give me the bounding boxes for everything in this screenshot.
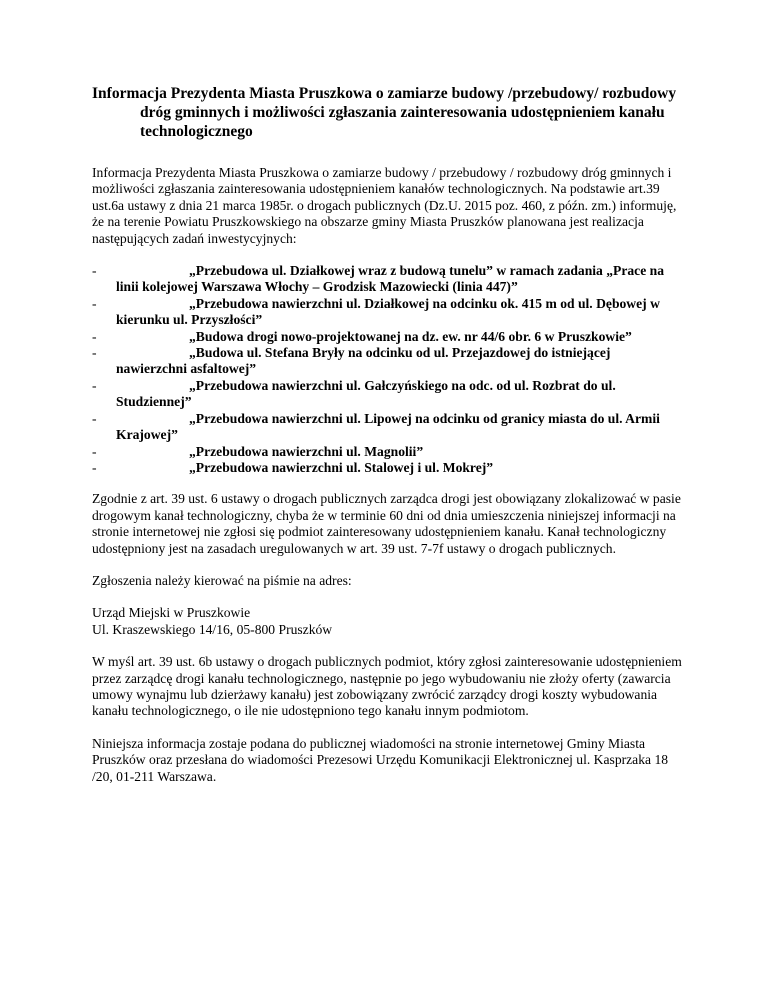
list-item-text: „Przebudowa nawierzchni ul. Lipowej na odcinku od granicy miasta do ul. Armii Krajowej” xyxy=(116,410,660,443)
list-item-text: „Przebudowa nawierzchni ul. Działkowej na odcinku ok. 415 m od ul. Dębowej w kierunku ul. Przyszłości” xyxy=(116,295,660,328)
list-dash: - xyxy=(92,459,97,475)
list-item xyxy=(92,263,682,296)
list-item xyxy=(92,296,682,329)
list-dash: - xyxy=(92,328,97,344)
list-item-text: „Budowa ul. Stefana Bryły na odcinku od ul. Przejazdowej do istniejącej nawierzchni asfaltowej” xyxy=(116,345,611,377)
list-dash: - xyxy=(92,410,97,426)
list-item-text: „Przebudowa nawierzchni ul. Gałczyńskiego na odc. od ul. Rozbrat do ul. Studziennej” xyxy=(116,377,616,410)
list-item xyxy=(92,378,682,411)
publication-paragraph: Niniejsza informacja zostaje podana do publicznej wiadomości na stronie internetowej Gminy Miasta Pruszków oraz przesłana do wiadomości Prezesowi Urzędu Komunikacji Elektronicznej ul. Kasprzaka 18 /20, 01-211 Warszawa. xyxy=(92,735,669,784)
list-item-text: „Przebudowa nawierzchni ul. Stalowej i ul. Mokrej” xyxy=(189,459,494,475)
list-item-text: „Budowa drogi nowo-projektowanej na dz. ew. nr 44/6 obr. 6 w Pruszkowie” xyxy=(189,328,632,344)
list-item xyxy=(92,411,682,444)
submissions-paragraph: Zgłoszenia należy kierować na piśmie na adres: xyxy=(92,572,352,588)
list-item xyxy=(92,345,682,378)
list-dash: - xyxy=(92,345,97,361)
list-item-text: „Przebudowa nawierzchni ul. Magnolii” xyxy=(189,443,424,459)
obligation-paragraph: Zgodnie z art. 39 ust. 6 ustawy o drogach publicznych zarządca drogi jest obowiązany zlokalizować w pasie drogowym kanał technologiczny, chyba że w terminie 60 dni od dnia umieszczenia niniejszej informacji na stronie internetowej nie zgłosi się podmiot zainteresowany udostępnieniem kanału. Kanał technologiczny udostępniony jest na zasadach uregulowanych w art. 39 ust. 7-7f ustawy o drogach publicznych. xyxy=(92,491,681,556)
costs-paragraph: W myśl art. 39 ust. 6b ustawy o drogach publicznych podmiot, który zgłosi zainteresowanie udostępnieniem przez zarządcę drogi kanału technologicznego, następnie po jego wybudowaniu nie złoży oferty (zawarcia umowy wynajmu lub dzierżawy kanału) jest zobowiązany zwrócić zarządcy drogi koszty wybudowania kanału technologicznego, o ile nie udostępniono tego kanału innym podmiotom. xyxy=(92,654,682,719)
list-dash: - xyxy=(92,377,97,393)
investment-task-list xyxy=(92,263,682,476)
list-item-text: „Przebudowa ul. Działkowej wraz z budową tunelu” w ramach zadania „Prace na linii kolejowej Warszawa Włochy – Grodzisk Mazowiecki (linia 447)” xyxy=(116,263,665,295)
list-dash: - xyxy=(92,295,97,311)
document-title: Informacja Prezydenta Miasta Pruszkowa o zamiarze budowy /przebudowy/ rozbudowy dróg gminnych i możliwości zgłaszania zainteresowania udostępnieniem kanału technologicznego xyxy=(92,85,677,140)
list-item xyxy=(92,329,682,345)
list-item xyxy=(92,460,682,476)
address-line-street: Ul. Kraszewskiego 14/16, 05-800 Pruszków xyxy=(92,621,333,637)
list-dash: - xyxy=(92,263,97,279)
list-item xyxy=(92,444,682,460)
document-page xyxy=(92,84,682,801)
list-dash: - xyxy=(92,443,97,459)
address-line-office: Urząd Miejski w Pruszkowie xyxy=(92,605,251,621)
intro-paragraph: Informacja Prezydenta Miasta Pruszkowa o zamiarze budowy / przebudowy / rozbudowy dróg gminnych i możliwości zgłaszania zainteresowania udostępnieniem kanałów technologicznych. Na podstawie art.39 ust.6a ustawy z dnia 21 marca 1985r. o drogach publicznych (Dz.U. 2015 poz. 460, z późn. zm.) informuję, że na terenie Powiatu Pruszkowskiego na obszarze gminy Miasta Pruszków planowana jest realizacja następujących zadań inwestycyjnych: xyxy=(92,165,677,246)
address-block xyxy=(92,605,682,638)
